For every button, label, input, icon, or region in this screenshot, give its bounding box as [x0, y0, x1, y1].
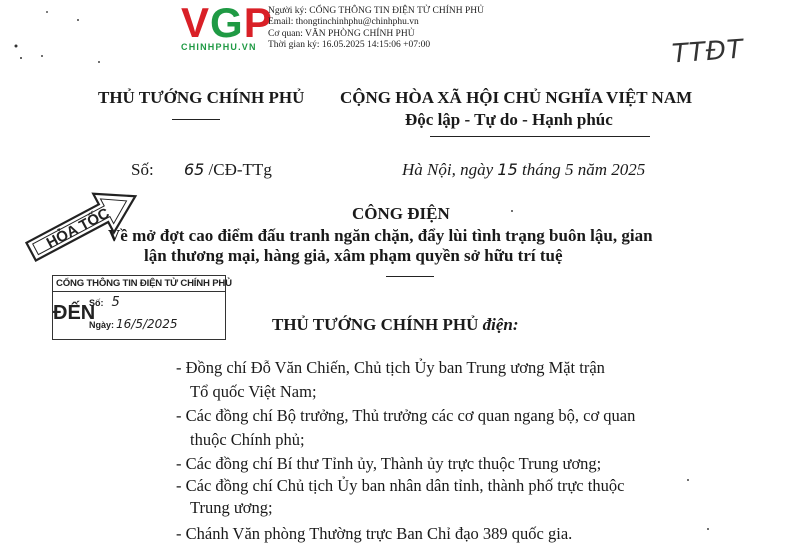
recipients-intro-italic: điện:: [482, 315, 519, 334]
motto-underline: [430, 136, 650, 137]
stamp-number-label: Số:: [89, 298, 104, 308]
date-day: 15: [497, 160, 518, 179]
recipient-4-line-1: - Các đồng chí Chủ tịch Ủy ban nhân dân tỉnh, thành phố trực thuộc: [176, 476, 625, 495]
date-prefix: Hà Nội, ngày: [402, 160, 494, 179]
recipient-4-line-2: Trung ương;: [190, 498, 273, 517]
stamp-header: CỔNG THÔNG TIN ĐIỆN TỬ CHÍNH PHỦ: [56, 278, 232, 289]
signature-signer: Người ký: CỔNG THÔNG TIN ĐIỆN TỬ CHÍNH PHỦ: [268, 6, 484, 16]
stamp-date-value: 16/5/2025: [116, 317, 178, 331]
logo-letter-g: G: [210, 0, 244, 46]
stamp-date: [89, 317, 178, 331]
subject-line-2: lận thương mại, hàng giả, xâm phạm quyền sở hữu trí tuệ: [144, 246, 563, 265]
stamp-number: [89, 295, 120, 310]
signature-agency: Cơ quan: VĂN PHÒNG CHÍNH PHỦ: [268, 28, 415, 39]
logo-letter-p: P: [243, 0, 273, 46]
logo-subtitle: CHINHPHU.VN: [181, 42, 257, 52]
document-type: CÔNG ĐIỆN: [352, 204, 450, 223]
subject-underline: [386, 276, 434, 277]
logo-letter-v: V: [181, 0, 211, 46]
number-value: 65: [183, 160, 205, 179]
nation-name: CỘNG HÒA XÃ HỘI CHỦ NGHĨA VIỆT NAM: [340, 88, 693, 107]
received-stamp: [52, 275, 232, 340]
document-number: [131, 160, 272, 180]
stamp-date-label: Ngày:: [89, 320, 115, 330]
recipients-intro-bold: THỦ TƯỚNG CHÍNH PHỦ: [272, 315, 479, 334]
stamp-den-label: ĐẾN: [53, 302, 96, 324]
issuer-underline: [172, 119, 220, 120]
signature-email: Email: thongtinchinhphu@chinhphu.vn: [268, 17, 419, 28]
number-suffix: /CĐ-TTg: [208, 160, 272, 179]
urgent-arrow-stamp: [20, 183, 150, 263]
subject-line-1: Về mở đợt cao điểm đấu tranh ngăn chặn, đẩy lùi tình trạng buôn lậu, gian: [108, 226, 653, 245]
urgent-stamp-text: HỎA TỐC: [43, 204, 113, 253]
recipient-3-line-1: - Các đồng chí Bí thư Tỉnh ủy, Thành ủy trực thuộc Trung ương;: [176, 454, 602, 473]
document-date: [402, 160, 645, 180]
signature-time: Thời gian ký: 16.05.2025 14:15:06 +07:00: [268, 40, 431, 51]
recipient-2-line-2: thuộc Chính phủ;: [190, 430, 305, 449]
issuer-name: THỦ TƯỚNG CHÍNH PHỦ: [98, 88, 305, 107]
recipient-5-line-1: - Chánh Văn phòng Thường trực Ban Chỉ đạo 389 quốc gia.: [176, 524, 573, 543]
number-prefix: Số:: [131, 160, 154, 179]
recipient-1-line-2: Tổ quốc Việt Nam;: [190, 382, 317, 401]
recipient-2-line-1: - Các đồng chí Bộ trưởng, Thủ trưởng các cơ quan ngang bộ, cơ quan: [176, 406, 636, 425]
stamp-divider: [53, 291, 225, 292]
handwritten-ttdt-mark: TTĐT: [671, 34, 745, 70]
national-motto: Độc lập - Tự do - Hạnh phúc: [405, 110, 613, 129]
recipient-1-line-1: - Đồng chí Đỗ Văn Chiến, Chủ tịch Ủy ban Trung ương Mặt trận: [176, 358, 605, 377]
recipients-intro: [272, 315, 519, 335]
date-month-year: tháng 5 năm 2025: [522, 160, 646, 179]
stamp-number-value: 5: [111, 295, 120, 310]
